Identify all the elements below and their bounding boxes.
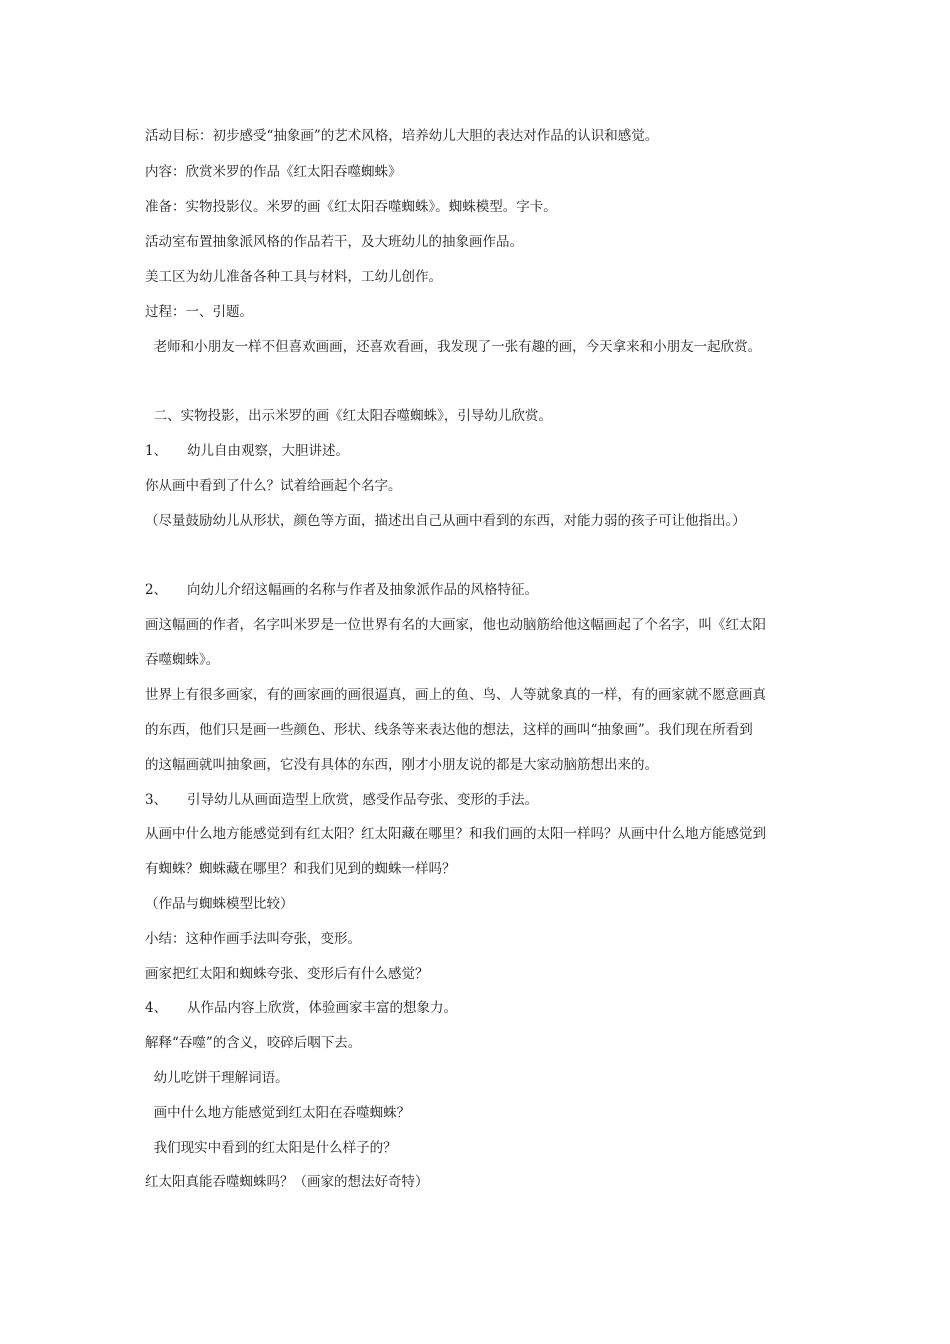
step-text: 从作品内容上欣赏，体验画家丰富的想象力。 (187, 1000, 457, 1016)
comparison-note: （作品与蜘蛛模型比较） (145, 896, 294, 912)
sun-question-line-1: 从画中什么地方能感觉到有红太阳？红太阳藏在哪里？和我们画的太阳一样吗？从画中什么地方能感觉到 (145, 826, 766, 842)
art-area-line: 美工区为幼儿准备各种工具与材料，工幼儿创作。 (145, 269, 442, 285)
devour-question-line: 画中什么地方能感觉到红太阳在吞噬蜘蛛？ (145, 1105, 411, 1121)
step-number: 1、 (145, 443, 168, 459)
content-line: 内容：欣赏米罗的作品《红太阳吞噬蜘蛛》 (145, 164, 402, 180)
step-number: 2、 (145, 582, 168, 598)
abstract-paragraph-line-2: 的东西，他们只是画一些颜色、形状、线条等来表达他的想法，这样的画叫“抽象画”。我们现在所看到 (145, 722, 753, 738)
section-two-heading: 二、实物投影，出示米罗的画《红太阳吞噬蜘蛛》，引导幼儿欣赏。 (145, 408, 552, 424)
feeling-question-line: 画家把红太阳和蜘蛛夸张、变形后有什么感觉？ (145, 966, 429, 982)
classroom-setup-line: 活动室布置抽象派风格的作品若干，及大班幼儿的抽象画作品。 (145, 234, 523, 250)
step-2-line (145, 581, 538, 599)
step-number: 4、 (145, 1000, 168, 1016)
step-4-line (145, 999, 457, 1017)
biscuit-activity-line: 幼儿吃饼干理解词语。 (145, 1070, 289, 1086)
activity-goal-line: 活动目标：初步感受“抽象画”的艺术风格，培养幼儿大胆的表达对作品的认识和感觉。 (145, 128, 659, 144)
note-line: （尽量鼓励幼儿从形状，颜色等方面，描述出自己从画中看到的东西，对能力弱的孩子可让他指出。） (145, 513, 746, 529)
step-3-line (145, 791, 538, 809)
step-1-line (145, 442, 349, 460)
author-paragraph-line-1: 画这幅画的作者，名字叫米罗是一位世界有名的大画家，他也动脑筋给他这幅画起了个名字，叫《红太阳 (145, 617, 766, 633)
abstract-paragraph-line-3: 的这幅画就叫抽象画，它没有具体的东西，刚才小朋友说的都是大家动脑筋想出来的。 (145, 757, 658, 773)
intro-paragraph: 老师和小朋友一样不但喜欢画画，还喜欢看画，我发现了一张有趣的画，今天拿来和小朋友一起欣赏。 (145, 339, 762, 355)
step-text: 向幼儿介绍这幅画的名称与作者及抽象派作品的风格特征。 (187, 582, 538, 598)
question-line: 你从画中看到了什么？试着给画起个名字。 (145, 478, 402, 494)
final-question-line: 红太阳真能吞噬蜘蛛吗？（画家的想法好奇特） (145, 1174, 429, 1190)
sun-question-line-2: 有蜘蛛？蜘蛛藏在哪里？和我们见到的蜘蛛一样吗？ (145, 861, 456, 877)
abstract-paragraph-line-1: 世界上有很多画家，有的画家画的画很逼真，画上的鱼、鸟、人等就象真的一样，有的画家就不愿意画真 (145, 687, 766, 703)
step-text: 引导幼儿从画面造型上欣赏，感受作品夸张、变形的手法。 (187, 792, 538, 808)
step-number: 3、 (145, 792, 168, 808)
word-explanation-line: 解释“吞噬”的含义，咬碎后咽下去。 (145, 1035, 362, 1051)
step-text: 幼儿自由观察，大胆讲述。 (187, 443, 349, 459)
real-sun-question-line: 我们现实中看到的红太阳是什么样子的？ (145, 1140, 397, 1156)
preparation-line: 准备：实物投影仪。米罗的画《红太阳吞噬蜘蛛》。蜘蛛模型。字卡。 (145, 199, 557, 215)
summary-line: 小结：这种作画手法叫夸张，变形。 (145, 931, 361, 947)
process-heading: 过程：一、引题。 (145, 304, 253, 320)
author-paragraph-line-2: 吞噬蜘蛛》。 (145, 652, 220, 668)
